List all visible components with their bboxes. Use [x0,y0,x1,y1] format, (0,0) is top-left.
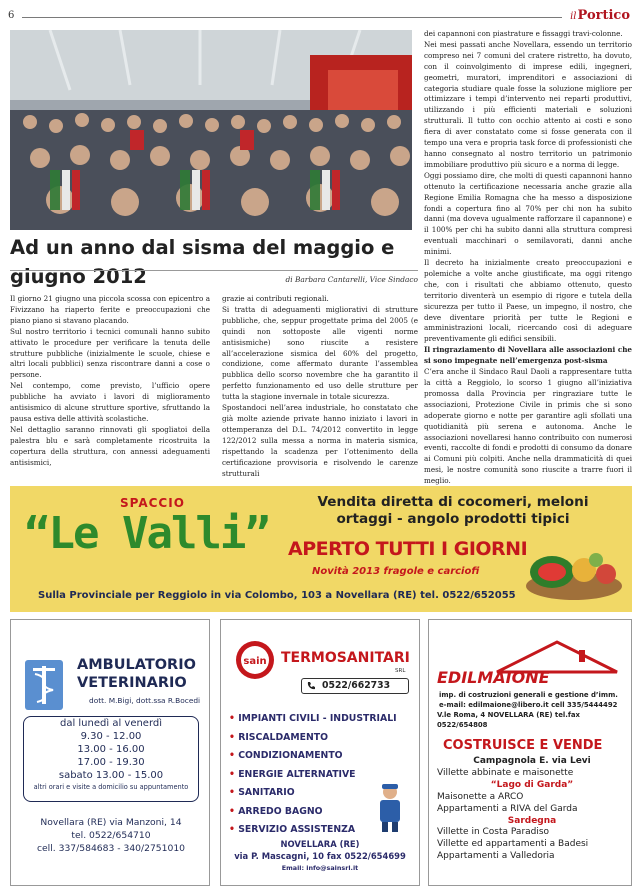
address-line: Novellara (RE) via Manzoni, 14 [40,817,182,828]
spaccio-novita: Novità 2013 fragole e carciofi [312,566,480,577]
veterinary-caduceus-icon [25,660,63,710]
termo-phone [301,678,409,694]
spaccio-label: SPACCIO [120,496,185,510]
paragraph: Sul nostro territorio i tecnici comunali hanno subito attivato le procedure per verificare la tenuta delle strutture pubbliche (inizialmente le scuole, chiese e altri locali pubblici) senza riscontrare danni a cose o persone. [10,326,210,380]
service-item: • IMPIANTI CIVILI - INDUSTRIALI [229,710,397,729]
sain-termosanitari-logo [235,640,411,680]
article-column-2 [222,294,418,479]
info-line: V.le Roma, 4 NOVELLARA (RE) tel.fax 0522/654808 [437,711,580,729]
ad-edil-maione [428,619,632,886]
article-column-1 [10,294,210,469]
paragraph: grazie ai contributi regionali. [222,294,329,303]
masthead-il: il [570,11,577,22]
spaccio-tagline: Vendita diretta di cocomeri, meloni ortaggi - angolo prodotti tipici [317,494,589,527]
article-headline: Ad un anno dal sisma del maggio e giugno 2012 [10,236,395,288]
property-item: Villette abbinate e maisonette [437,767,574,778]
article-column-3 [424,29,632,487]
paragraph: Si tratta di adeguamenti migliorativi di strutture pubbliche, che, seppur progettate prima del 2005 (e quindi non sottoposte alle vigenti norme antisismiche) sono riuscite a resistere all’accelerazione sismica del 60% del progetto, condizione, come affermato durante l’assemblea pubblica dello scorso novembre che ha garantito il perfetto funzionamento ed uso delle strutture per tutta la stagione invernale in totale sicurezza. [222,304,418,402]
paragraph: Nei mesi passati anche Novellara, essendo un territorio compreso nei 7 comuni del cratere ristretto, ha dovuto, con il coinvolgimento di imprese edili, ingegneri, geometri, muratori, imprenditori e associazioni di categoria studiare quale fosse la soluzione migliore per ottimizzare i tempi d’intervento nei reparti produttivi, utilizzando i più efficienti materiali e soluzioni strutturali. Il tutto con occhio attento ai costi e sono fiera di aver constatato come si fosse generata con il tempo una vera e propria task force di professionisti che hanno consegnato al nostro territorio un patrimonio immobiliare produttivo più sicuro e a norma di legge. [424,39,632,169]
vet-title-line-1: AMBULATORIO [77,657,196,673]
paragraph: Il decreto ha inizialmente creato preoccupazioni e polemiche a volte anche giustificate, ma oggi ritengo che, con i risultati che abbiamo ottenuto, questo territorio diventerà un esempio di rigore e tutela della sicurezza per tutto il Paese, un impegno, il nostro, che deve diventare priorità per tutte le Regioni e amministrazioni locali, ricercando così di adeguare preventivamente gli edifici sensibili. [424,258,632,344]
property-item: Villette in Costa Paradiso [437,827,550,838]
article-byline: di Barbara Cantarelli, Vice Sindaco [285,275,418,284]
vet-title [77,656,196,692]
header-rule [22,17,562,18]
vet-doctors: dott. M.Bigi, dott.ssa R.Bocedi [89,696,201,705]
footer-line: via P. Mascagni, 10 fax 0522/654699 [234,851,406,861]
spaccio-open-days: APERTO TUTTI I GIORNI [288,538,528,560]
paragraph: Nel dettaglio saranno rinnovati gli spogliatoi della palestra blu e sarà completamente ricostruita la copertura della struttura, con annessi adeguamenti antisismici, [10,424,210,467]
termo-email: Email: info@sainsrl.it [281,864,359,872]
termo-footer [221,838,419,874]
property-item: Maisonette a ARCO [437,791,524,802]
property-item: Sardegna [507,815,557,826]
edil-contact-info [437,690,629,730]
byline-rule [10,270,418,271]
paragraph: Oggi possiamo dire, che molti di questi capannoni hanno ottenuto la certificazione necessaria anche grazie alla Regione Emilia Romagna che ha messo a disposizione fondi a copertura fino al 70% per chi non ha subito danni (ma doveva ugualmente rafforzare il capannone) e il 100% per chi ha subito danni alla struttura compresi eventuali macchinari o semilavorati, danni anche minimi. [424,170,632,257]
masthead-name: Portico [577,8,630,23]
vet-opening-hours [23,716,199,802]
vet-address [15,816,207,855]
ad-ambulatorio-veterinario [10,619,210,886]
info-line: imp. di costruzioni generali e gestione d’imm. [439,691,618,699]
hours-line: dal lunedì al venerdì [59,718,163,729]
ad-spaccio-le-valli [10,486,632,612]
brand-badge: sain [243,656,267,667]
phone-icon [306,681,316,691]
le-valli-logo: “Le Valli” [24,508,269,559]
service-item: • SERVIZIO ASSISTENZA [229,821,397,840]
address-line: cell. 337/584683 - 340/2751010 [36,843,186,854]
page-number: 6 [8,10,15,21]
paragraph: dei capannoni con piastrature e fissaggi travi-colonne. [424,29,623,38]
ceremony-photo [10,30,412,230]
ad-sain-termosanitari [220,619,420,886]
brand-name: TERMOSANITARI [281,650,410,666]
property-item: Villette ed appartamenti a Badesi [437,839,589,850]
paragraph: Spostandoci nell’area industriale, ho constatato che già molte aziende private hanno iniziato i lavori in ottemperanza del D.L. 74/2012 convertito in legge 122/2012 sulla messa a norma in materia sismica, rispettando la scadenza per l’ottenimento della certificazione provvisoria e risolvendo le carenze strutturali [222,403,418,478]
property-item: “Lago di Garda” [490,779,574,790]
edil-title: COSTRUISCE E VENDE [443,738,603,753]
phone-number: 0522/662733 [322,680,391,691]
name-edil: EDIL [437,668,478,687]
property-item: Appartamenti a RIVA del Garda [437,803,578,814]
service-item: • SANITARIO [229,784,397,803]
edil-properties [437,756,627,863]
info-line: e-mail: edilmaione@libero.it cell 335/5444492 [439,701,618,709]
hours-line: 17.00 - 19.30 [77,757,145,768]
address-line: tel. 0522/654710 [71,830,151,841]
service-item: • RISCALDAMENTO [229,729,397,748]
crowd-illustration [10,30,412,230]
fruit-basket-icon [522,536,626,602]
property-item: Campagnola E. via Levi [473,756,591,766]
edil-maione-name [437,668,550,687]
paragraph: Nel contempo, come previsto, l’ufficio opere pubbliche ha avviato i lavori di miglioramento antisismico di alcune strutture sportive, sfruttando la pausa estiva delle attività scolastiche. [10,381,210,423]
footer-line: NOVELLARA (RE) [280,839,360,849]
page-header [8,10,630,24]
masthead [570,8,630,23]
termo-services [229,710,397,840]
hours-line: sabato 13.00 - 15.00 [58,770,164,781]
spaccio-address: Sulla Provinciale per Reggiolo in via Colombo, 103 a Novellara (RE) tel. 0522/652055 [38,590,516,601]
hours-line: 9.30 - 12.00 [80,731,142,742]
service-item: • ENERGIE ALTERNATIVE [229,766,397,785]
name-maione: MAIONE [477,668,550,687]
plumber-worker-icon [373,782,407,832]
service-item: • ARREDO BAGNO [229,803,397,822]
subhead-text: Il ringraziamento di Novellara alle associazioni che si sono impegnate nell’emergenza post-sisma [424,345,632,366]
section-subhead [424,345,632,367]
hours-note: altri orari e visite a domicilio su appuntamento [33,783,189,791]
service-item: • CONDIZIONAMENTO [229,747,397,766]
property-item: Appartamenti a Valledoria [437,851,555,862]
brand-suffix: SRL [395,668,406,674]
vet-title-line-2: VETERINARIO [77,675,187,691]
hours-line: 13.00 - 16.00 [77,744,145,755]
paragraph: Il giorno 21 giugno una piccola scossa con epicentro a Fivizzano ha riaperto ferite e preoccupazioni che piano piano si stavano placando. [10,294,210,325]
paragraph: C’era anche il Sindaco Raul Daoli a rappresentare tutta la città a Reggiolo, lo scorso 1 giugno all’iniziativa promossa dalla Provincia per ringraziare tutte le associazioni, Protezione Civile in primis che si sono adoperate giorno e notte per garantire agli sfollati una quotidianità più serena e autonoma. Anche le associazioni novellaresi hanno contribuito con numerosi eventi, raccolte di fondi e prodotti di consumo da donare ai Comuni più colpiti. Anche nella drammaticità di quei mesi, le nostre comunità sono riuscite a trarre fuori il meglio. [424,367,632,486]
